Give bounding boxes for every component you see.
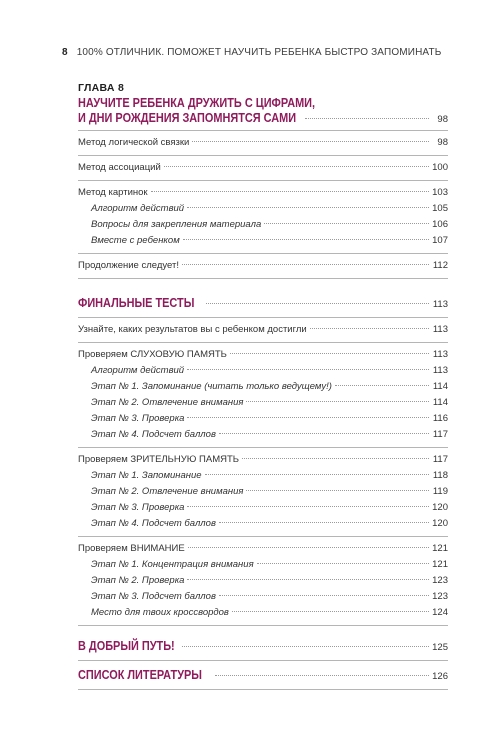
toc-entry[interactable] — [78, 541, 448, 557]
divider — [78, 536, 448, 537]
running-header — [62, 47, 441, 58]
chapter-title-line1: НАУЧИТЕ РЕБЕНКА ДРУЖИТЬ С ЦИФРАМИ, — [78, 95, 316, 110]
entry-text: Проверяем ВНИМАНИЕ — [78, 543, 185, 554]
page-ref: 112 — [432, 260, 448, 271]
page-ref: 124 — [432, 607, 448, 618]
toc-subentry[interactable] — [78, 573, 448, 589]
chapter-label: ГЛАВА 8 — [78, 82, 125, 94]
page-ref: 106 — [432, 219, 448, 230]
table-of-contents — [78, 82, 448, 694]
entry-text: Метод ассоциаций — [78, 162, 161, 173]
section-title: СПИСОК ЛИТЕРАТУРЫ — [78, 667, 202, 682]
page-ref: 100 — [432, 162, 448, 173]
toc-subentry[interactable] — [78, 363, 448, 379]
toc-entry[interactable] — [78, 160, 448, 176]
dot-leader — [246, 490, 429, 491]
entry-text: Место для твоих кроссвордов — [91, 607, 229, 618]
dot-leader — [182, 264, 429, 265]
page-ref: 118 — [432, 470, 448, 481]
entry-text: Этап № 3. Подсчет баллов — [91, 591, 216, 602]
section-title: В ДОБРЫЙ ПУТЬ! — [78, 638, 175, 653]
dot-leader — [215, 675, 429, 676]
dot-leader — [219, 595, 429, 596]
page-ref: 120 — [432, 518, 448, 529]
page-ref: 113 — [432, 299, 448, 310]
entry-text: Этап № 2. Отвлечение внимания — [91, 397, 244, 408]
toc-subentry[interactable] — [78, 395, 448, 411]
dot-leader — [187, 369, 429, 370]
toc-entry[interactable] — [78, 452, 448, 468]
toc-subentry[interactable] — [78, 516, 448, 532]
dot-leader — [183, 239, 429, 240]
dot-leader — [187, 579, 429, 580]
divider — [78, 447, 448, 448]
dot-leader — [192, 141, 429, 142]
section-title: ФИНАЛЬНЫЕ ТЕСТЫ — [78, 295, 195, 310]
divider — [78, 130, 448, 131]
page-ref: 113 — [432, 324, 448, 335]
dot-leader — [187, 417, 429, 418]
divider — [78, 180, 448, 181]
page-ref: 107 — [432, 235, 448, 246]
toc-subentry[interactable] — [78, 500, 448, 516]
toc-section-bibliography[interactable] — [78, 665, 448, 685]
toc-entry-chapter-title[interactable] — [78, 110, 448, 126]
chapter-title-line2: И ДНИ РОЖДЕНИЯ ЗАПОМНЯТСЯ САМИ — [78, 110, 297, 125]
page-ref: 119 — [432, 486, 448, 497]
dot-leader — [187, 207, 429, 208]
page-ref: 114 — [432, 397, 448, 408]
toc-subentry[interactable] — [78, 233, 448, 249]
toc-subentry[interactable] — [78, 379, 448, 395]
entry-text: Этап № 2. Проверка — [91, 575, 185, 586]
entry-text: Метод картинок — [78, 187, 148, 198]
entry-text: Этап № 3. Проверка — [91, 502, 185, 513]
dot-leader — [232, 611, 429, 612]
page-ref: 117 — [432, 454, 448, 465]
entry-text: Этап № 4. Подсчет баллов — [91, 429, 216, 440]
page-ref: 116 — [432, 413, 448, 424]
entry-text: Метод логической связки — [78, 137, 190, 148]
toc-entry[interactable] — [78, 347, 448, 363]
toc-subentry[interactable] — [78, 217, 448, 233]
entry-text: Вместе с ребенком — [91, 235, 180, 246]
divider — [78, 625, 448, 626]
entry-text: Этап № 3. Проверка — [91, 413, 185, 424]
entry-text: Этап № 2. Отвлечение внимания — [91, 486, 244, 497]
toc-entry[interactable] — [78, 322, 448, 338]
dot-leader — [246, 401, 429, 402]
page-ref: 120 — [432, 502, 448, 513]
dot-leader — [164, 166, 429, 167]
page-ref: 105 — [432, 203, 448, 214]
dot-leader — [264, 223, 429, 224]
entry-text: Узнайте, каких результатов вы с ребенком достигли — [78, 324, 307, 335]
spacer — [78, 283, 448, 293]
entry-text: Этап № 1. Запоминание (читать только ведущему!) — [91, 381, 332, 392]
entry-text: Вопросы для закрепления материала — [91, 219, 262, 230]
page-ref: 126 — [432, 671, 448, 682]
page-ref: 121 — [432, 543, 448, 554]
dot-leader — [182, 646, 429, 647]
toc-section-good-way[interactable] — [78, 636, 448, 656]
toc-subentry[interactable] — [78, 557, 448, 573]
dot-leader — [219, 522, 429, 523]
divider — [78, 689, 448, 690]
toc-subentry[interactable] — [78, 484, 448, 500]
dot-leader — [187, 506, 429, 507]
page-ref: 121 — [432, 559, 448, 570]
entry-text: Продолжение следует! — [78, 260, 179, 271]
dot-leader — [242, 458, 429, 459]
dot-leader — [219, 433, 429, 434]
toc-subentry[interactable] — [78, 468, 448, 484]
entry-text: Проверяем СЛУХОВУЮ ПАМЯТЬ — [78, 349, 227, 360]
entry-text: Алгоритм действий — [91, 203, 185, 214]
divider — [78, 342, 448, 343]
dot-leader — [335, 385, 429, 386]
dot-leader — [257, 563, 429, 564]
toc-subentry[interactable] — [78, 427, 448, 443]
page-ref: 123 — [432, 591, 448, 602]
page-ref: 114 — [432, 381, 448, 392]
page-ref: 113 — [432, 365, 448, 376]
divider — [78, 317, 448, 318]
entry-text: Этап № 4. Подсчет баллов — [91, 518, 216, 529]
book-title: 100% ОТЛИЧНИК. ПОМОЖЕТ НАУЧИТЬ РЕБЕНКА БЫСТРО ЗАПОМИНАТЬ — [76, 47, 442, 58]
toc-entry[interactable] — [78, 258, 448, 274]
toc-entry[interactable] — [78, 185, 448, 201]
dot-leader — [305, 118, 429, 119]
dot-leader — [205, 474, 429, 475]
entry-text: Проверяем ЗРИТЕЛЬНУЮ ПАМЯТЬ — [78, 454, 240, 465]
page-ref: 117 — [432, 429, 448, 440]
page-ref: 98 — [437, 114, 448, 125]
toc-entry[interactable] — [78, 135, 448, 151]
toc-subentry[interactable] — [78, 201, 448, 217]
page-ref: 103 — [432, 187, 448, 198]
page-ref: 123 — [432, 575, 448, 586]
dot-leader — [230, 353, 429, 354]
dot-leader — [188, 547, 429, 548]
toc-section-final-tests[interactable] — [78, 293, 448, 313]
dot-leader — [310, 328, 429, 329]
entry-text: Этап № 1. Концентрация внимания — [91, 559, 254, 570]
entry-text: Алгоритм действий — [91, 365, 185, 376]
toc-subentry[interactable] — [78, 589, 448, 605]
entry-text: Этап № 1. Запоминание — [91, 470, 202, 481]
divider — [78, 660, 448, 661]
toc-subentry[interactable] — [78, 605, 448, 621]
divider — [78, 253, 448, 254]
dot-leader — [151, 191, 429, 192]
page-ref: 98 — [437, 137, 448, 148]
toc-subentry[interactable] — [78, 411, 448, 427]
page-number: 8 — [62, 47, 68, 58]
divider — [78, 278, 448, 279]
dot-leader — [206, 303, 429, 304]
page-ref: 125 — [432, 642, 448, 653]
page-ref: 113 — [432, 349, 448, 360]
divider — [78, 155, 448, 156]
